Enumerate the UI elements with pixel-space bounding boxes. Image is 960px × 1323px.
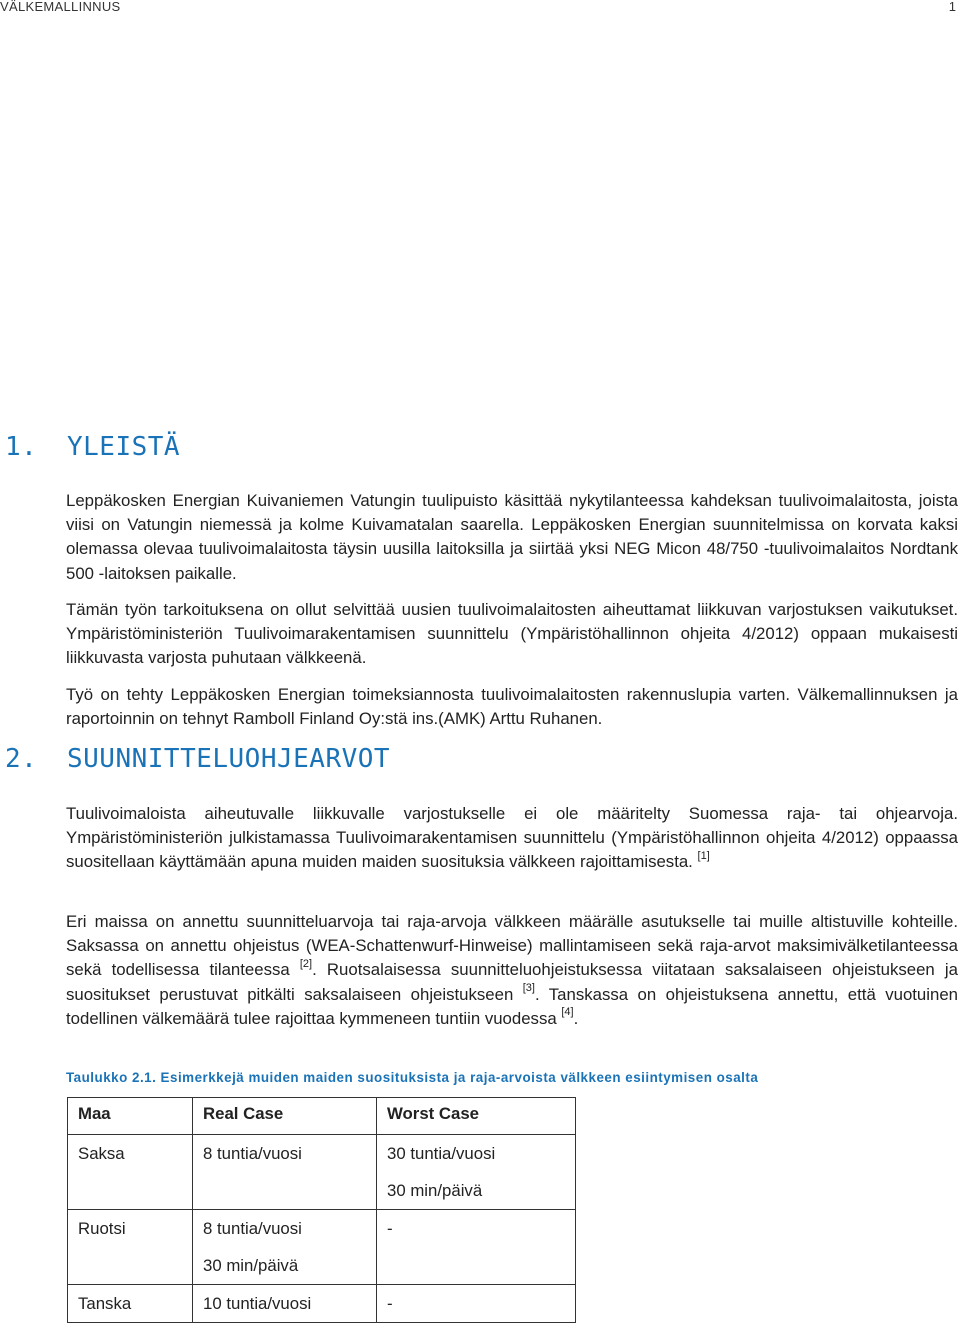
section-2-number: 2. — [5, 744, 38, 774]
header-country: Maa — [68, 1098, 193, 1135]
section-1-paragraph-2: Tämän työn tarkoituksena on ollut selvittää uusien tuulivoimalaitosten aiheuttamat liikkuvan varjostuksen vaikutukset. Ympäristöministeriön Tuulivoimarakentamisen suunnittelu (Ympäristöhallinnon ohjeita 4/2012) oppaan mukaisesti liikkuvasta varjosta puhutaan välkkeenä. — [66, 600, 958, 668]
page-number: 1 — [948, 0, 956, 14]
reference-4: [4] — [561, 1006, 574, 1019]
reference-3: [3] — [522, 982, 535, 995]
running-header — [0, 0, 960, 14]
cell-line: - — [387, 1294, 393, 1313]
paragraph-2-part-1: Eri maissa on annettu suunnitteluarvoja tai raja-arvoja välkkeen määrälle asutukselle tai muille altistuville kohteille. Saksassa on annettu ohjeistus (WEA-Schattenwurf-Hinweise) mallintamiseen sekä raja-arvot maksimivälketilanteessa sekä todellisessa tilanteessa — [66, 912, 958, 980]
table-caption: Taulukko 2.1. Esimerkkejä muiden maiden suosituksista ja raja-arvoista välkkeen esiintymisen osalta — [66, 1070, 759, 1085]
section-1-heading — [5, 432, 180, 462]
section-2-paragraph-1-text: Tuulivoimaloista aiheutuvalle liikkuvalle varjostukselle ei ole määritelty Suomessa raja- tai ohjearvoja. Ympäristöministeriön julkistamassa Tuulivoimarakentamisen suunnittelu (Ympäristöhallinnon ohjeita 4/2012) oppaassa suositellaan käyttämään apuna muiden maiden suosituksia välkkeen rajoittamisesta. — [66, 804, 958, 872]
table-row — [68, 1285, 576, 1323]
cell-real-case — [193, 1135, 377, 1210]
section-2-paragraph-2 — [66, 910, 958, 1031]
running-title: VÄLKEMALLINNUS — [0, 0, 121, 14]
cell-line: 30 tuntia/vuosi — [387, 1144, 496, 1163]
section-2-title: SUUNNITTELUOHJEARVOT — [67, 744, 391, 774]
cell-line: 10 tuntia/vuosi — [203, 1294, 312, 1313]
reference-1: [1] — [697, 849, 710, 862]
cell-country: Ruotsi — [68, 1210, 193, 1285]
section-1-number: 1. — [5, 432, 38, 462]
cell-worst-case — [377, 1210, 576, 1285]
header-real-case: Real Case — [193, 1098, 377, 1135]
cell-line: 30 min/päivä — [387, 1181, 483, 1200]
cell-real-case — [193, 1285, 377, 1323]
section-2-heading — [5, 744, 390, 774]
cell-worst-case — [377, 1135, 576, 1210]
section-1-paragraph-1: Leppäkosken Energian Kuivaniemen Vatungin tuulipuisto käsittää nykytilanteessa kahdeksan tuulivoimalaitosta, joista viisi on Vatungin niemessä ja kolme Kuivamatalan saarella. Leppäkosken Energian suunnitelmissa on korvata kaksi olemassa olevaa tuulivoimalaitosta täysin uusilla laitoksilla ja siirtää yksi NEG Micon 48/750 -tuulivoimalaitos Nordtank 500 -laitoksen paikalle. — [66, 491, 958, 583]
cell-line: 8 tuntia/vuosi — [203, 1144, 302, 1163]
cell-line: 8 tuntia/vuosi — [203, 1219, 302, 1238]
cell-line: - — [387, 1219, 393, 1238]
cell-country: Tanska — [68, 1285, 193, 1323]
paragraph-2-part-3: . Tanskassa on ohjeistuksena annettu, että vuotuinen todellinen välkemäärä tulee rajoittaa kymmeneen tuntiin vuodessa — [66, 984, 958, 1028]
table-row — [68, 1135, 576, 1210]
table-header-row — [68, 1098, 576, 1135]
header-worst-case: Worst Case — [377, 1098, 576, 1135]
section-2-paragraph-1 — [66, 802, 958, 875]
cell-line: 30 min/päivä — [203, 1256, 299, 1275]
cell-real-case — [193, 1210, 377, 1285]
cell-country: Saksa — [68, 1135, 193, 1210]
section-1-paragraph-3: Työ on tehty Leppäkosken Energian toimeksiannosta tuulivoimalaitosten rakennuslupia varten. Välkemallinnuksen ja raportoinnin on tehnyt Ramboll Finland Oy:stä ins.(AMK) Arttu Ruhanen. — [66, 685, 958, 729]
recommendation-table — [67, 1097, 576, 1323]
paragraph-2-part-2: . Ruotsalaisessa suunnitteluohjeistuksessa viitataan saksalaiseen ohjeistukseen ja suositukset perustuvat pitkälti saksalaiseen ohjeistukseen — [66, 960, 958, 1004]
section-1-title: YLEISTÄ — [67, 432, 181, 462]
table-row — [68, 1210, 576, 1285]
cell-worst-case — [377, 1285, 576, 1323]
reference-2: [2] — [299, 957, 313, 970]
paragraph-2-part-4: . — [573, 1008, 579, 1028]
